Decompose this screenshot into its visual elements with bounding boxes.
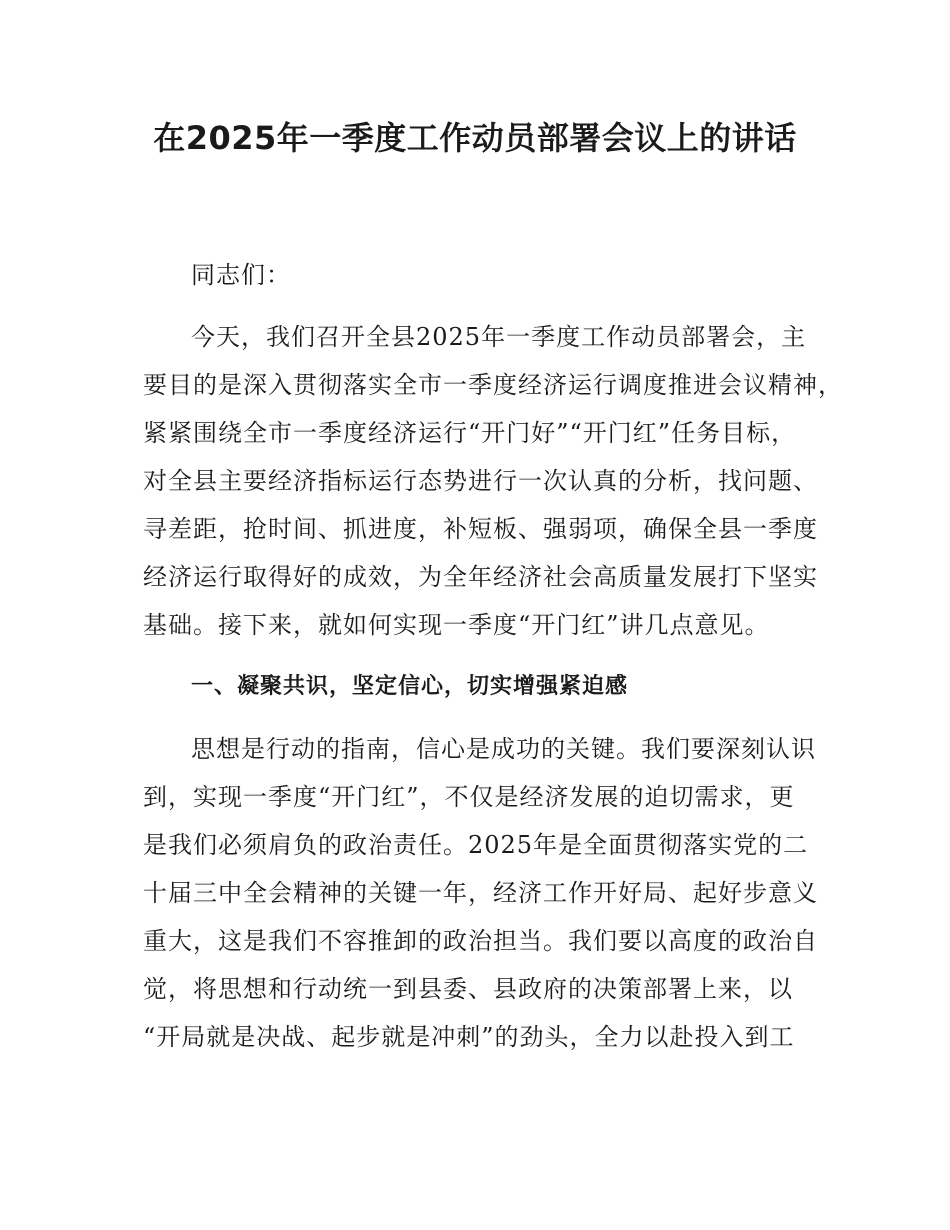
paragraph-line: “开局就是决战、起步就是冲刺”的劲头，全力以赴投入到工 <box>143 1023 795 1051</box>
document-title: 在2025年一季度工作动员部署会议上的讲话 <box>153 119 797 157</box>
paragraph-line: 是我们必须肩负的政治责任。2025年是全面贯彻落实党的二 <box>143 831 809 859</box>
paragraph-line: 经济运行取得好的成效，为全年经济社会高质量发展打下坚实 <box>143 563 818 591</box>
paragraph-section1 <box>143 725 833 1061</box>
paragraph-line: 要目的是深入贯彻落实全市一季度经济运行调度推进会议精神， <box>143 371 843 399</box>
paragraph-line: 觉，将思想和行动统一到县委、县政府的决策部署上来，以 <box>143 975 793 1003</box>
section-heading: 一、凝聚共识，坚定信心，切实增强紧迫感 <box>191 674 629 699</box>
paragraph-line: 思想是行动的指南，信心是成功的关键。我们要深刻认识 <box>191 735 816 763</box>
paragraph-line: 对全县主要经济指标运行态势进行一次认真的分析，找问题、 <box>143 467 818 495</box>
paragraph-line: 今天，我们召开全县2025年一季度工作动员部署会，主 <box>191 323 807 351</box>
paragraph-line: 到，实现一季度“开门红”，不仅是经济发展的迫切需求，更 <box>143 783 795 811</box>
document-body <box>143 251 843 1061</box>
paragraph-line: 十届三中全会精神的关键一年，经济工作开好局、起好步意义 <box>143 879 818 907</box>
paragraph-line: 寻差距，抢时间、抓进度，补短板、强弱项，确保全县一季度 <box>143 515 818 543</box>
paragraph-line: 重大，这是我们不容推卸的政治担当。我们要以高度的政治自 <box>143 927 818 955</box>
paragraph-line: 紧紧围绕全市一季度经济运行“开门好”“开门红”任务目标， <box>143 419 797 447</box>
salutation: 同志们： <box>191 261 291 289</box>
paragraph-opening <box>143 313 843 649</box>
paragraph-line: 基础。接下来，就如何实现一季度“开门红”讲几点意见。 <box>143 611 770 639</box>
